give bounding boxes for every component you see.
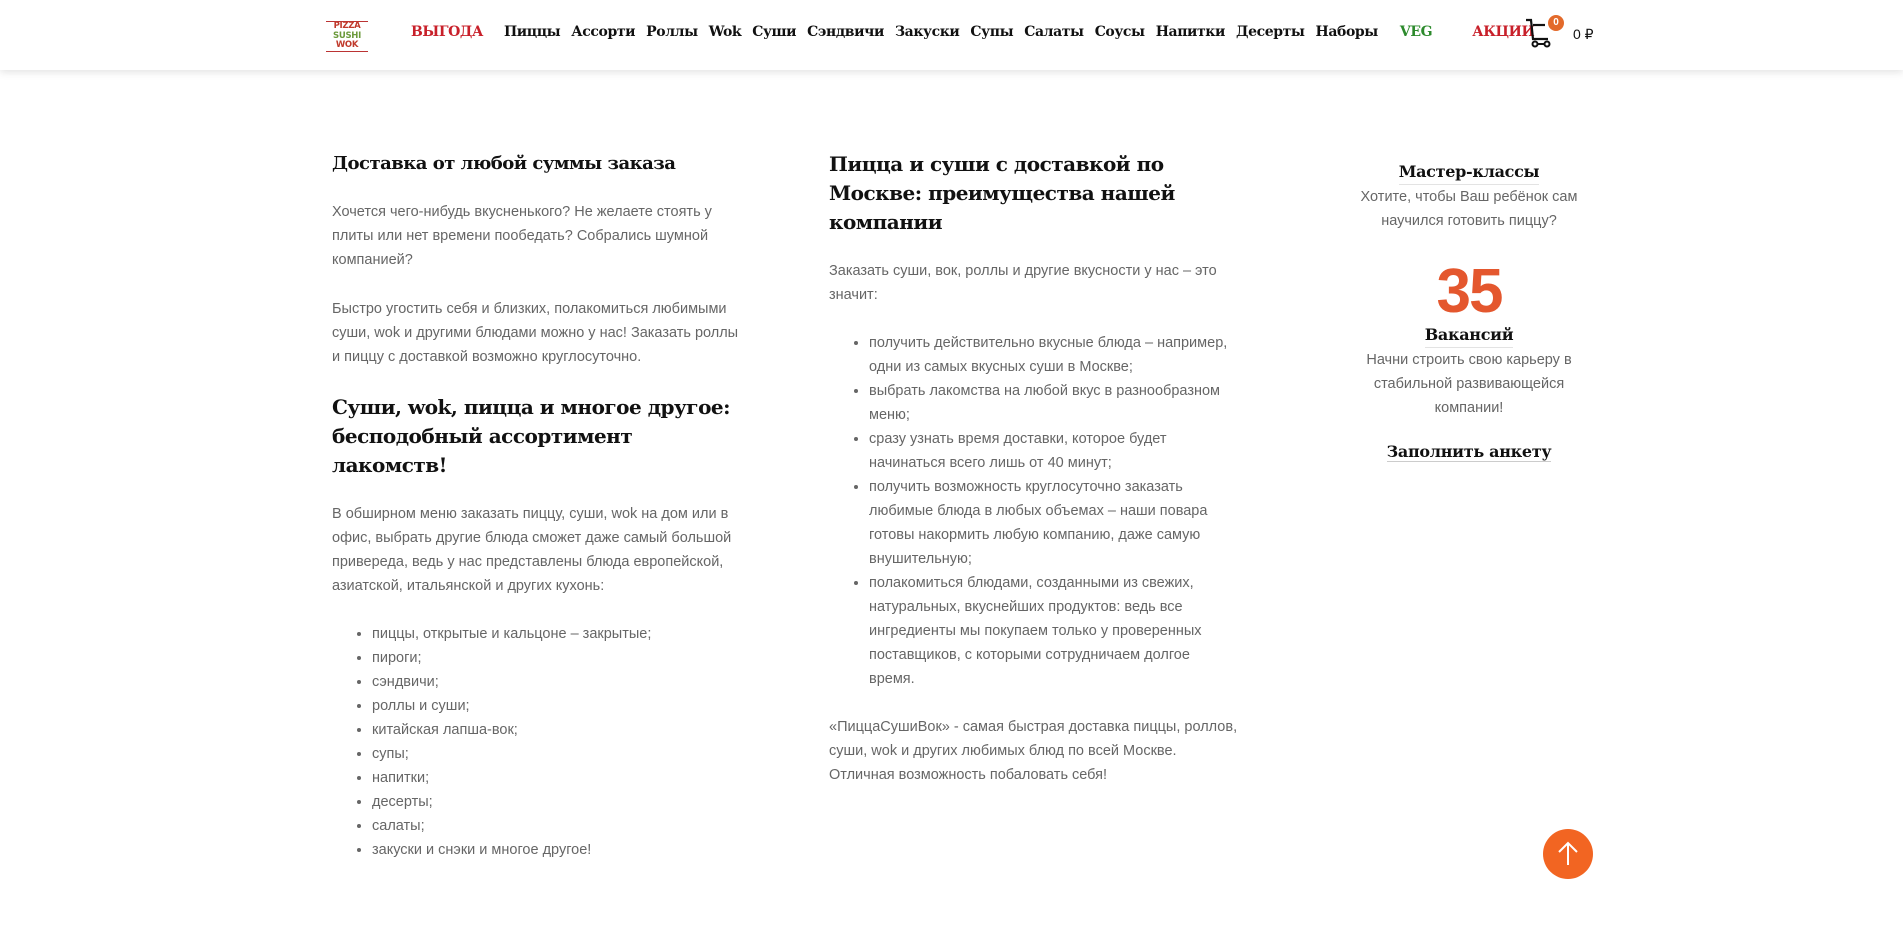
master-classes-title[interactable]: Мастер-классы (1399, 160, 1540, 185)
paragraph: «ПиццаСушиВок» - самая быстрая доставка пиццы, роллов, суши, wok и других любимых блюд по всей Москве. Отличная возможность побаловать себя! (829, 719, 1238, 783)
right-column (1359, 160, 1579, 462)
section-heading: Суши, wok, пицца и многое другое: бесподобный ассортимент лакомств! (332, 395, 731, 477)
nav-sets[interactable]: Наборы (1315, 24, 1378, 40)
site-header (0, 0, 1903, 70)
list-item: • пиццы, открытые и кальцоне – закрытые; (372, 622, 742, 646)
nav-vygoda[interactable]: ВЫГОДА (411, 24, 483, 40)
left-column (332, 150, 742, 862)
middle-column (829, 150, 1239, 787)
list-item: • пироги; (372, 646, 742, 670)
list-item: • полакомиться блюдами, созданными из свежих, натуральных, вкуснейших продуктов: ведь все ингредиенты мы покупаем только у проверенных поставщиков, с которыми сотрудничаем долгое время. (869, 571, 1239, 691)
nav-snacks[interactable]: Закуски (894, 24, 960, 40)
list-item: • супы; (372, 742, 742, 766)
section-heading: Доставка от любой суммы заказа (332, 153, 676, 174)
nav-salads[interactable]: Салаты (1024, 24, 1084, 40)
nav-sauces[interactable]: Соусы (1094, 24, 1145, 40)
list-item: • сэндвичи; (372, 670, 742, 694)
cart-total[interactable]: 0 ₽ (1573, 26, 1594, 42)
paragraph: Быстро угостить себя и близких, полакомиться любимыми суши, wok и другими блюдами можно у нас! Заказать роллы и пиццу с доставкой возможно круглосуточно. (332, 301, 739, 365)
list-item: • салаты; (372, 814, 742, 838)
paragraph: В обширном меню заказать пиццу, суши, wok на дом или в офис, выбрать другие блюда сможет даже самый большой привереда, ведь у нас представлены блюда европейской, азиатской, итальянской и других кухонь: (332, 506, 732, 594)
vacancies-count: 35 (1436, 257, 1502, 326)
nav-assorti[interactable]: Ассорти (571, 24, 636, 40)
master-classes-text: Хотите, чтобы Ваш ребёнок сам научился готовить пиццу? (1360, 189, 1578, 229)
list-item: • напитки; (372, 766, 742, 790)
list-item: • выбрать лакомства на любой вкус в разнообразном меню; (869, 379, 1239, 427)
list-item: • сразу узнать время доставки, которое будет начинаться всего лишь от 40 минут; (869, 427, 1239, 475)
nav-rolls[interactable]: Роллы (646, 24, 698, 40)
vacancies-title: Вакансий (1425, 323, 1514, 348)
advantages-list (829, 331, 1239, 691)
apply-link[interactable]: Заполнить анкету (1386, 442, 1552, 461)
list-item: • получить возможность круглосуточно заказать любимые блюда в любых объемах – наши повара готовы накормить любую компанию, даже самую внушительную; (869, 475, 1239, 571)
nav-promos[interactable]: АКЦИИ (1472, 24, 1535, 40)
nav-sushi[interactable]: Суши (752, 24, 797, 40)
nav-desserts[interactable]: Десерты (1236, 24, 1305, 40)
vacancies-text: Начни строить свою карьеру в стабильной развивающейся компании! (1366, 352, 1572, 416)
list-item: • десерты; (372, 790, 742, 814)
logo[interactable]: PIZZA SUSHI WOK (326, 21, 368, 52)
nav-drinks[interactable]: Напитки (1155, 24, 1226, 40)
list-item: • получить действительно вкусные блюда – например, одни из самых вкусных суши в Москве; (869, 331, 1239, 379)
arrow-up-icon (1543, 829, 1593, 879)
main-nav (411, 24, 1545, 40)
nav-veg[interactable]: VEG (1399, 24, 1433, 40)
nav-wok[interactable]: Wok (708, 24, 742, 40)
assortment-list (332, 622, 742, 862)
nav-pizza[interactable]: Пиццы (503, 24, 561, 40)
list-item: • роллы и суши; (372, 694, 742, 718)
cart-count-badge: 0 (1548, 15, 1564, 31)
list-item: • закуски и снэки и многое другое! (372, 838, 742, 862)
list-item: • китайская лапша-вок; (372, 718, 742, 742)
section-heading: Пицца и суши с доставкой по Москве: преимущества нашей компании (829, 152, 1175, 234)
nav-soups[interactable]: Супы (970, 24, 1014, 40)
paragraph: Заказать суши, вок, роллы и другие вкусности у нас – это значит: (829, 263, 1217, 303)
scroll-to-top-button[interactable] (1543, 829, 1593, 879)
nav-sandwiches[interactable]: Сэндвичи (807, 24, 884, 40)
paragraph: Хочется чего-нибудь вкусненького? Не желаете стоять у плиты или нет времени пообедать? Собрались шумной компанией? (332, 204, 712, 268)
